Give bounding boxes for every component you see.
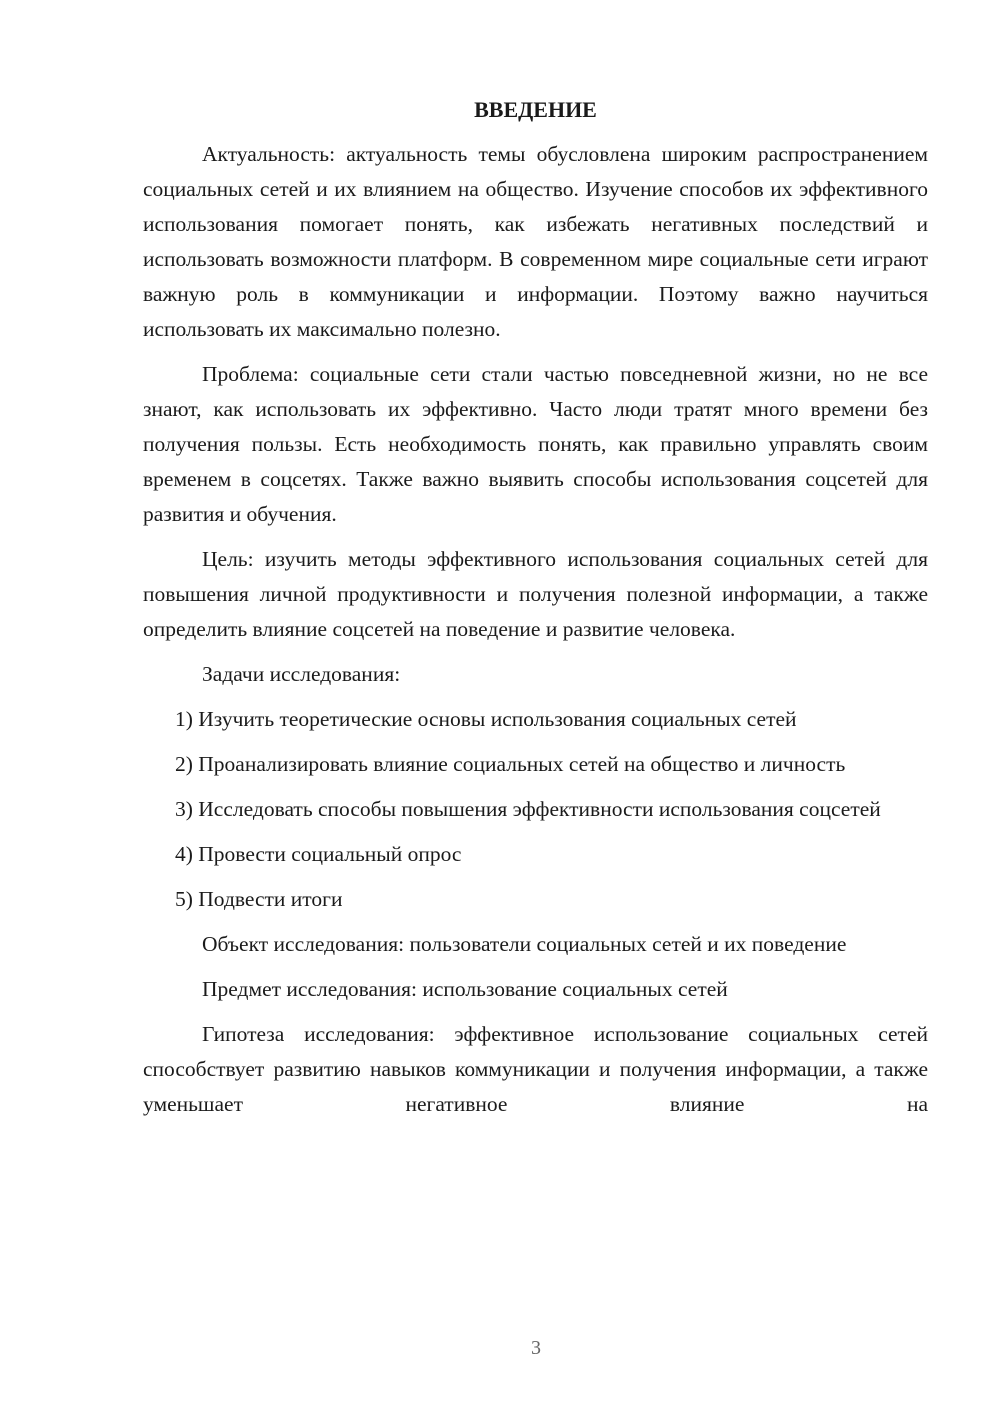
goal-paragraph: Цель: изучить методы эффективного использования социальных сетей для повышения личной продуктивности и получения полезной информации, а также определить влияние соцсетей на поведение и развитие человека.: [143, 547, 928, 641]
task-item-3: 3) Исследовать способы повышения эффективности использования соцсетей: [175, 797, 881, 821]
task-item-4: 4) Провести социальный опрос: [175, 842, 462, 866]
hypothesis-paragraph: Гипотеза исследования: эффективное использование социальных сетей способствует развитию навыков коммуникации и получения информации, а также уменьшает негативное влияние на: [143, 1022, 928, 1116]
page-number: 3: [531, 1337, 541, 1359]
task-item-2: 2) Проанализировать влияние социальных сетей на общество и личность: [175, 752, 846, 776]
task-item-1: 1) Изучить теоретические основы использования социальных сетей: [175, 707, 797, 731]
section-heading: ВВЕДЕНИЕ: [474, 97, 597, 122]
subject-paragraph: Предмет исследования: использование социальных сетей: [202, 977, 728, 1001]
page-content: [143, 92, 928, 1132]
object-paragraph: Объект исследования: пользователи социальных сетей и их поведение: [202, 932, 847, 956]
task-item-5: 5) Подвести итоги: [175, 887, 343, 911]
problem-paragraph: Проблема: социальные сети стали частью повседневной жизни, но не все знают, как использовать их эффективно. Часто люди тратят много времени без получения пользы. Есть необходимость понять, как правильно управлять своим временем в соцсетях. Также важно выявить способы использования соцсетей для развития и обучения.: [143, 362, 928, 526]
relevance-paragraph: Актуальность: актуальность темы обусловлена широким распространением социальных сетей и их влиянием на общество. Изучение способов их эффективного использования помогает понять, как избежать негативных последствий и использовать возможности платформ. В современном мире социальные сети играют важную роль в коммуникации и информации. Поэтому важно научиться использовать их максимально полезно.: [143, 142, 928, 341]
tasks-heading: Задачи исследования:: [202, 662, 401, 686]
